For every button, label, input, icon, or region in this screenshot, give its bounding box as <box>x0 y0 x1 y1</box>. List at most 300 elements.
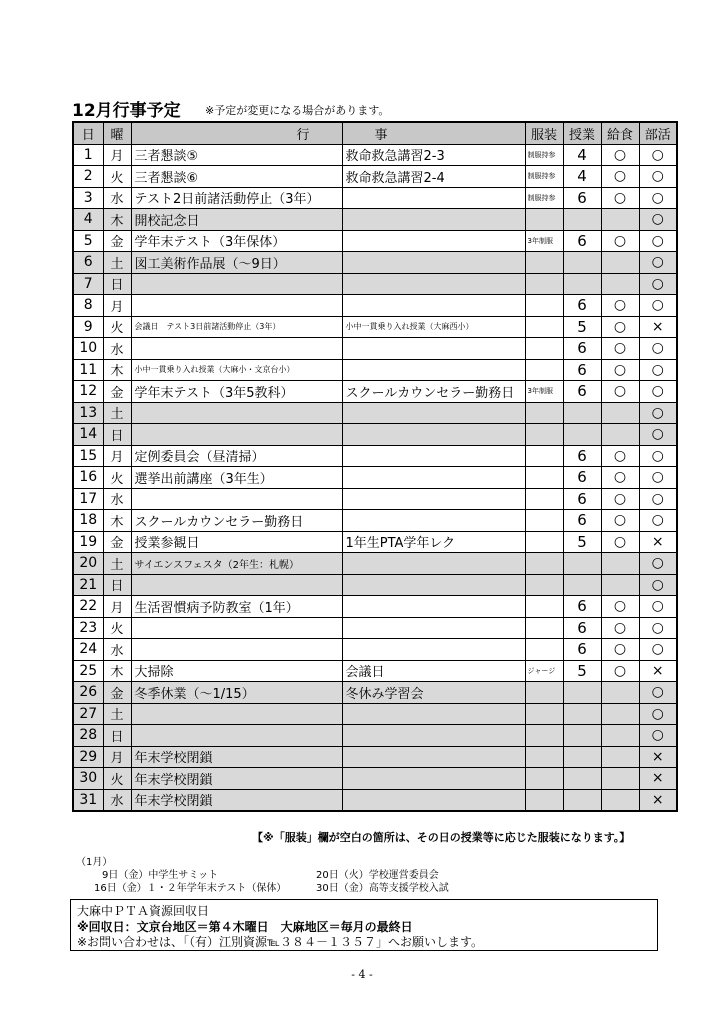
lunch-cell <box>601 682 639 704</box>
classes-cell <box>563 252 601 274</box>
event-cell-2: 小中一貫乗り入れ授業（大麻西小） <box>342 316 525 338</box>
event-cell <box>131 295 342 317</box>
event-cell-2 <box>342 725 525 747</box>
club-cell: ○ <box>639 381 677 403</box>
club-cell: ○ <box>639 166 677 188</box>
event-cell-2 <box>342 617 525 639</box>
club-cell: ○ <box>639 230 677 252</box>
weekday-cell: 水 <box>103 789 131 811</box>
classes-cell: 6 <box>563 230 601 252</box>
event-cell-2 <box>342 703 525 725</box>
weekday-cell: 土 <box>103 703 131 725</box>
club-cell: ○ <box>639 510 677 532</box>
lunch-cell: ○ <box>601 187 639 209</box>
club-cell: ○ <box>639 295 677 317</box>
lunch-cell: ○ <box>601 144 639 166</box>
dress-cell <box>525 639 563 661</box>
dress-cell <box>525 209 563 231</box>
day-cell: 14 <box>73 424 103 446</box>
classes-cell: 6 <box>563 359 601 381</box>
table-row <box>73 273 677 295</box>
day-cell: 23 <box>73 617 103 639</box>
january-item: 9日（金）中学生サミット <box>102 870 219 881</box>
table-row <box>73 424 677 446</box>
january-item: 30日（金）高等支援学校入試 <box>316 883 449 894</box>
event-cell-2 <box>342 488 525 510</box>
event-cell: 年末学校閉鎖 <box>131 768 342 790</box>
weekday-cell: 日 <box>103 273 131 295</box>
club-cell: × <box>639 768 677 790</box>
classes-cell: 6 <box>563 510 601 532</box>
table-row <box>73 596 677 618</box>
classes-cell: 6 <box>563 295 601 317</box>
weekday-cell: 日 <box>103 574 131 596</box>
weekday-cell: 金 <box>103 230 131 252</box>
dress-cell <box>525 789 563 811</box>
dress-cell <box>525 725 563 747</box>
lunch-cell <box>601 252 639 274</box>
event-cell: 開校記念日 <box>131 209 342 231</box>
day-cell: 25 <box>73 660 103 682</box>
event-cell: 三者懇談⑥ <box>131 166 342 188</box>
weekday-cell: 木 <box>103 510 131 532</box>
dress-cell <box>525 488 563 510</box>
club-cell: ○ <box>639 402 677 424</box>
club-cell: ○ <box>639 338 677 360</box>
classes-cell <box>563 424 601 446</box>
event-cell-2 <box>342 639 525 661</box>
dress-cell <box>525 596 563 618</box>
header-weekday: 曜 <box>103 122 131 144</box>
weekday-cell: 火 <box>103 166 131 188</box>
schedule-table <box>72 121 678 812</box>
table-row <box>73 639 677 661</box>
header-event-b: 事 <box>342 122 525 144</box>
event-cell: 年末学校閉鎖 <box>131 746 342 768</box>
table-row <box>73 252 677 274</box>
table-row <box>73 445 677 467</box>
event-cell-2 <box>342 187 525 209</box>
lunch-cell <box>601 703 639 725</box>
header-classes: 授業 <box>563 122 601 144</box>
table-row <box>73 703 677 725</box>
event-cell-2 <box>342 402 525 424</box>
classes-cell <box>563 273 601 295</box>
event-cell: スクールカウンセラー勤務日 <box>131 510 342 532</box>
event-cell-2 <box>342 467 525 489</box>
weekday-cell: 土 <box>103 252 131 274</box>
event-cell-2 <box>342 746 525 768</box>
lunch-cell: ○ <box>601 639 639 661</box>
lunch-cell <box>601 768 639 790</box>
dress-cell <box>525 445 563 467</box>
dress-cell <box>525 424 563 446</box>
event-cell: 授業参観日 <box>131 531 342 553</box>
dress-cell: 制服持参 <box>525 166 563 188</box>
dress-cell <box>525 682 563 704</box>
weekday-cell: 金 <box>103 682 131 704</box>
table-row <box>73 402 677 424</box>
event-cell-2 <box>342 252 525 274</box>
weekday-cell: 火 <box>103 617 131 639</box>
day-cell: 18 <box>73 510 103 532</box>
table-row <box>73 166 677 188</box>
event-cell-2: スクールカウンセラー勤務日 <box>342 381 525 403</box>
day-cell: 1 <box>73 144 103 166</box>
event-cell: 学年末テスト（3年保体） <box>131 230 342 252</box>
club-cell: ○ <box>639 617 677 639</box>
weekday-cell: 日 <box>103 725 131 747</box>
pta-recycling-title: 大麻中ＰＴＡ資源回収日 <box>77 904 210 918</box>
classes-cell: 5 <box>563 660 601 682</box>
day-cell: 20 <box>73 553 103 575</box>
day-cell: 15 <box>73 445 103 467</box>
classes-cell: 6 <box>563 617 601 639</box>
event-cell-2 <box>342 424 525 446</box>
event-cell: サイエンスフェスタ（2年生：札幌） <box>131 553 342 575</box>
lunch-cell <box>601 725 639 747</box>
day-cell: 6 <box>73 252 103 274</box>
lunch-cell: ○ <box>601 660 639 682</box>
event-cell-2: 冬休み学習会 <box>342 682 525 704</box>
lunch-cell: ○ <box>601 230 639 252</box>
dress-footnote: 【※「服装」欄が空白の箇所は、その日の授業等に応じた服装になります。】 <box>252 831 631 844</box>
table-row <box>73 617 677 639</box>
lunch-cell: ○ <box>601 488 639 510</box>
lunch-cell <box>601 424 639 446</box>
classes-cell: 5 <box>563 531 601 553</box>
day-cell: 16 <box>73 467 103 489</box>
dress-cell <box>525 338 563 360</box>
lunch-cell: ○ <box>601 445 639 467</box>
event-cell <box>131 338 342 360</box>
lunch-cell <box>601 746 639 768</box>
event-cell-2: 救命救急講習2-3 <box>342 144 525 166</box>
day-cell: 12 <box>73 381 103 403</box>
classes-cell <box>563 768 601 790</box>
event-cell-2 <box>342 574 525 596</box>
header-dress: 服装 <box>525 122 563 144</box>
dress-cell <box>525 574 563 596</box>
event-cell-2 <box>342 789 525 811</box>
event-cell <box>131 725 342 747</box>
lunch-cell <box>601 209 639 231</box>
dress-cell <box>525 617 563 639</box>
dress-cell: 3年制服 <box>525 381 563 403</box>
classes-cell <box>563 574 601 596</box>
dress-cell <box>525 252 563 274</box>
classes-cell <box>563 703 601 725</box>
event-cell: 冬季休業（～1/15） <box>131 682 342 704</box>
club-cell: × <box>639 531 677 553</box>
weekday-cell: 金 <box>103 381 131 403</box>
weekday-cell: 火 <box>103 768 131 790</box>
club-cell: ○ <box>639 252 677 274</box>
lunch-cell: ○ <box>601 617 639 639</box>
day-cell: 27 <box>73 703 103 725</box>
event-cell-2 <box>342 295 525 317</box>
event-cell: 生活習慣病予防教室（1年） <box>131 596 342 618</box>
dress-cell <box>525 316 563 338</box>
classes-cell: 6 <box>563 381 601 403</box>
event-cell: 選挙出前講座（3年生） <box>131 467 342 489</box>
classes-cell: 6 <box>563 596 601 618</box>
classes-cell: 6 <box>563 488 601 510</box>
classes-cell: 6 <box>563 338 601 360</box>
classes-cell <box>563 402 601 424</box>
page-title: 12月行事予定 <box>72 101 181 121</box>
dress-cell <box>525 531 563 553</box>
event-cell-2 <box>342 553 525 575</box>
day-cell: 22 <box>73 596 103 618</box>
lunch-cell: ○ <box>601 510 639 532</box>
club-cell: ○ <box>639 639 677 661</box>
header-event-a: 行 <box>131 122 342 144</box>
table-row <box>73 510 677 532</box>
weekday-cell: 日 <box>103 424 131 446</box>
lunch-cell: ○ <box>601 596 639 618</box>
dress-cell <box>525 553 563 575</box>
dress-cell <box>525 295 563 317</box>
classes-cell: 6 <box>563 639 601 661</box>
classes-cell <box>563 725 601 747</box>
weekday-cell: 火 <box>103 316 131 338</box>
event-cell <box>131 574 342 596</box>
event-cell: 大掃除 <box>131 660 342 682</box>
club-cell: × <box>639 789 677 811</box>
club-cell: ○ <box>639 144 677 166</box>
club-cell: ○ <box>639 488 677 510</box>
classes-cell: 6 <box>563 187 601 209</box>
club-cell: ○ <box>639 187 677 209</box>
weekday-cell: 月 <box>103 445 131 467</box>
weekday-cell: 火 <box>103 467 131 489</box>
event-cell-2 <box>342 445 525 467</box>
lunch-cell: ○ <box>601 338 639 360</box>
day-cell: 8 <box>73 295 103 317</box>
event-cell-2: 1年生PTA学年レク <box>342 531 525 553</box>
club-cell: ○ <box>639 445 677 467</box>
club-cell: × <box>639 660 677 682</box>
classes-cell: 4 <box>563 166 601 188</box>
dress-cell <box>525 402 563 424</box>
event-cell-2 <box>342 209 525 231</box>
weekday-cell: 土 <box>103 553 131 575</box>
table-row <box>73 209 677 231</box>
weekday-cell: 水 <box>103 488 131 510</box>
table-row <box>73 574 677 596</box>
event-cell <box>131 703 342 725</box>
event-cell-2 <box>342 596 525 618</box>
weekday-cell: 月 <box>103 295 131 317</box>
day-cell: 3 <box>73 187 103 209</box>
day-cell: 11 <box>73 359 103 381</box>
january-item: 16日（金）１・２年学年末テスト（保体） <box>94 883 287 894</box>
event-cell <box>131 402 342 424</box>
day-cell: 21 <box>73 574 103 596</box>
event-cell: 定例委員会（昼清掃） <box>131 445 342 467</box>
table-row <box>73 316 677 338</box>
page-number: - 4 - <box>351 968 373 981</box>
weekday-cell: 木 <box>103 660 131 682</box>
lunch-cell: ○ <box>601 467 639 489</box>
event-cell: 図工美術作品展（～9日） <box>131 252 342 274</box>
event-cell-2 <box>342 273 525 295</box>
weekday-cell: 月 <box>103 596 131 618</box>
day-cell: 17 <box>73 488 103 510</box>
event-cell-2 <box>342 359 525 381</box>
event-cell <box>131 617 342 639</box>
day-cell: 24 <box>73 639 103 661</box>
table-row <box>73 295 677 317</box>
weekday-cell: 水 <box>103 639 131 661</box>
club-cell: ○ <box>639 703 677 725</box>
dress-cell: 制服持参 <box>525 144 563 166</box>
event-cell: 三者懇談⑤ <box>131 144 342 166</box>
event-cell: 学年末テスト（3年5教科） <box>131 381 342 403</box>
lunch-cell: ○ <box>601 166 639 188</box>
header-club: 部活 <box>639 122 677 144</box>
event-cell-2: 会議日 <box>342 660 525 682</box>
club-cell: × <box>639 316 677 338</box>
classes-cell: 6 <box>563 445 601 467</box>
dress-cell: ジャージ <box>525 660 563 682</box>
january-heading: （1月） <box>76 857 113 868</box>
dress-cell: 制服持参 <box>525 187 563 209</box>
table-row <box>73 338 677 360</box>
club-cell: × <box>639 746 677 768</box>
weekday-cell: 月 <box>103 144 131 166</box>
table-row <box>73 187 677 209</box>
pta-recycling-schedule: ※回収日：文京台地区＝第４木曜日 大麻地区＝毎月の最終日 <box>77 920 413 934</box>
dress-cell <box>525 746 563 768</box>
weekday-cell: 土 <box>103 402 131 424</box>
table-row <box>73 144 677 166</box>
club-cell: ○ <box>639 725 677 747</box>
event-cell: 年末学校閉鎖 <box>131 789 342 811</box>
classes-cell: 4 <box>563 144 601 166</box>
table-row <box>73 768 677 790</box>
day-cell: 26 <box>73 682 103 704</box>
lunch-cell: ○ <box>601 531 639 553</box>
club-cell: ○ <box>639 467 677 489</box>
classes-cell: 6 <box>563 467 601 489</box>
event-cell-2 <box>342 230 525 252</box>
day-cell: 7 <box>73 273 103 295</box>
event-cell-2 <box>342 768 525 790</box>
dress-cell <box>525 273 563 295</box>
table-row <box>73 467 677 489</box>
event-cell-2: 救命救急講習2-4 <box>342 166 525 188</box>
header-row <box>73 122 677 144</box>
club-cell: ○ <box>639 424 677 446</box>
club-cell: ○ <box>639 553 677 575</box>
event-cell: テスト2日前諸活動停止（3年） <box>131 187 342 209</box>
classes-cell: 5 <box>563 316 601 338</box>
table-row <box>73 488 677 510</box>
day-cell: 10 <box>73 338 103 360</box>
day-cell: 13 <box>73 402 103 424</box>
club-cell: ○ <box>639 574 677 596</box>
table-row <box>73 682 677 704</box>
day-cell: 28 <box>73 725 103 747</box>
table-row <box>73 230 677 252</box>
table-row <box>73 789 677 811</box>
day-cell: 9 <box>73 316 103 338</box>
event-cell <box>131 488 342 510</box>
lunch-cell <box>601 553 639 575</box>
classes-cell <box>563 553 601 575</box>
day-cell: 4 <box>73 209 103 231</box>
change-note: ※予定が変更になる場合があります。 <box>205 104 390 117</box>
club-cell: ○ <box>639 209 677 231</box>
day-cell: 5 <box>73 230 103 252</box>
table-row <box>73 359 677 381</box>
dress-cell: 3年制服 <box>525 230 563 252</box>
weekday-cell: 金 <box>103 531 131 553</box>
day-cell: 31 <box>73 789 103 811</box>
weekday-cell: 月 <box>103 746 131 768</box>
lunch-cell: ○ <box>601 316 639 338</box>
weekday-cell: 木 <box>103 209 131 231</box>
weekday-cell: 水 <box>103 338 131 360</box>
table-row <box>73 725 677 747</box>
dress-cell <box>525 768 563 790</box>
lunch-cell <box>601 273 639 295</box>
dress-cell <box>525 467 563 489</box>
classes-cell <box>563 789 601 811</box>
dress-cell <box>525 703 563 725</box>
pta-recycling-contact: ※お問い合わせは、「（有）江別資源℡３８４－１３５７」へお願いします。 <box>77 935 483 949</box>
club-cell: ○ <box>639 359 677 381</box>
pta-recycling-box <box>70 899 658 951</box>
table-row <box>73 381 677 403</box>
event-cell <box>131 424 342 446</box>
dress-cell <box>525 510 563 532</box>
club-cell: ○ <box>639 273 677 295</box>
day-cell: 29 <box>73 746 103 768</box>
day-cell: 30 <box>73 768 103 790</box>
lunch-cell <box>601 402 639 424</box>
day-cell: 19 <box>73 531 103 553</box>
club-cell: ○ <box>639 596 677 618</box>
event-cell <box>131 273 342 295</box>
table-row <box>73 531 677 553</box>
day-cell: 2 <box>73 166 103 188</box>
weekday-cell: 水 <box>103 187 131 209</box>
event-cell: 会議日 テスト3日前諸活動停止（3年） <box>131 316 342 338</box>
table-row <box>73 746 677 768</box>
january-item: 20日（火）学校運営委員会 <box>316 870 439 881</box>
lunch-cell <box>601 574 639 596</box>
lunch-cell <box>601 789 639 811</box>
table-row <box>73 553 677 575</box>
event-cell: 小中一貫乗り入れ授業（大麻小・文京台小） <box>131 359 342 381</box>
event-cell-2 <box>342 510 525 532</box>
table-row <box>73 660 677 682</box>
event-cell <box>131 639 342 661</box>
classes-cell <box>563 682 601 704</box>
lunch-cell: ○ <box>601 295 639 317</box>
lunch-cell: ○ <box>601 359 639 381</box>
club-cell: ○ <box>639 682 677 704</box>
classes-cell <box>563 209 601 231</box>
classes-cell <box>563 746 601 768</box>
weekday-cell: 木 <box>103 359 131 381</box>
dress-cell <box>525 359 563 381</box>
event-cell-2 <box>342 338 525 360</box>
header-day: 日 <box>73 122 103 144</box>
